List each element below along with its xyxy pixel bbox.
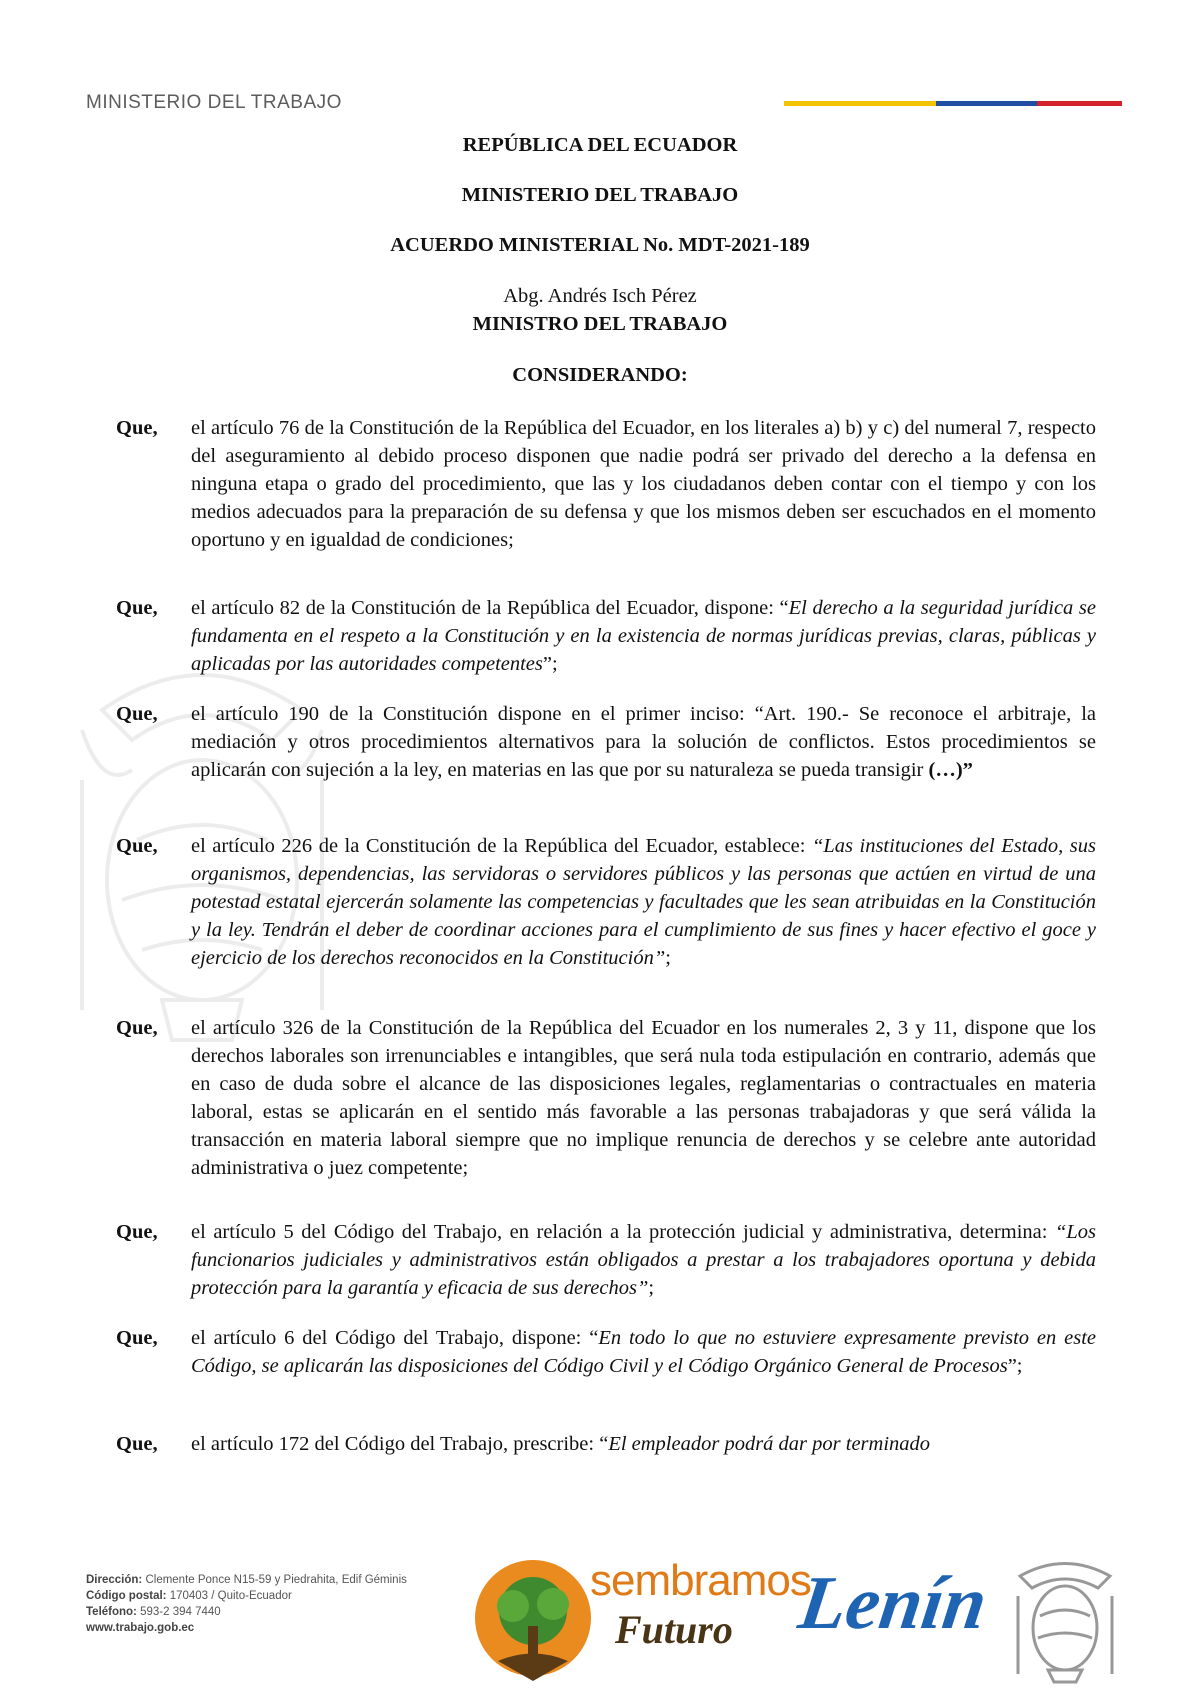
clause-quote: En todo lo que no estuviere expresamente previsto en este Código, se aplicarán las disposiciones del Código Civil y el Código Orgánico General de Procesos — [191, 1327, 1096, 1377]
clause-quote: El empleador podrá dar por terminado — [608, 1433, 931, 1455]
clause-art-326 — [116, 1014, 1096, 1182]
ministry-title: MINISTERIO DEL TRABAJO — [461, 184, 739, 206]
clause-codigo-art-5 — [116, 1218, 1096, 1302]
que-label: Que, — [116, 835, 158, 857]
signer-title: MINISTRO DEL TRABAJO — [472, 313, 728, 335]
clause-art-76 — [116, 414, 1096, 554]
tree-logo-icon — [468, 1556, 598, 1686]
flag-color-bar — [784, 101, 1122, 106]
clause-art-190 — [116, 700, 1096, 784]
clause-text: el artículo 190 de la Constitución dispone en el primer inciso: “Art. 190.- Se reconoce el arbitraje, la mediación y otros procedimientos alternativos para la solución de conflictos. Estos procedimientos se aplicarán con sujeción a la ley, en materias en las que por su naturaleza se pueda transigir (…)” — [191, 703, 1096, 781]
que-label: Que, — [116, 417, 158, 439]
clause-quote: El derecho a la seguridad jurídica se fundamenta en el respeto a la Constitución y en la existencia de normas jurídicas previas, claras, públicas y aplicadas por las autoridades competentes — [191, 597, 1096, 675]
clause-text: el artículo 5 del Código del Trabajo, en relación a la protección judicial y administrativa, determina: “Los funcionarios judiciales y administrativos están obligados a prestar a los trabajadores oportuna y debida protección para la garantía y eficacia de sus derechos”; — [191, 1221, 1096, 1299]
footer-contact — [86, 1572, 407, 1636]
clause-codigo-art-6 — [116, 1324, 1096, 1380]
republic-title: REPÚBLICA DEL ECUADOR — [462, 134, 738, 156]
clause-bold-tail: (…)” — [928, 759, 973, 781]
considering-heading: CONSIDERANDO: — [512, 364, 688, 386]
clause-codigo-art-172 — [116, 1430, 1096, 1458]
clause-art-226 — [116, 832, 1096, 972]
coat-of-arms-icon — [1010, 1556, 1120, 1684]
lenin-logo: Lenín — [794, 1561, 992, 1645]
clause-text: el artículo 6 del Código del Trabajo, dispone: “En todo lo que no estuviere expresamente previsto en este Código, se aplicarán las disposiciones del Código Civil y el Código Orgánico General de Procesos”; — [191, 1327, 1096, 1377]
clause-quote: “Las instituciones del Estado, sus organismos, dependencias, las servidoras o servidores públicos y las personas que actúen en virtud de una potestad estatal ejercerán solamente las competencias y facultades que les sean atribuidas en la Constitución y la ley. Tendrán el deber de coordinar acciones para el cumplimiento de sus fines y hacer efectivo el goce y ejercicio de los derechos reconocidos en la Constitución” — [191, 835, 1097, 969]
clause-text: el artículo 82 de la Constitución de la República del Ecuador, dispone: “El derecho a la seguridad jurídica se fundamenta en el respeto a la Constitución y en la existencia de normas jurídicas previas, claras, públicas y aplicadas por las autoridades competentes”; — [191, 597, 1096, 675]
que-label: Que, — [116, 1327, 158, 1349]
clause-text: el artículo 226 de la Constitución de la República del Ecuador, establece: “Las instituciones del Estado, sus organismos, dependencias, las servidoras o servidores públicos y las personas que actúen en virtud de una potestad estatal ejercerán solamente las competencias y facultades que les sean atribuidas en la Constitución y la ley. Tendrán el deber de coordinar acciones para el cumplimiento de sus fines y hacer efectivo el goce y ejercicio de los derechos reconocidos en la Constitución”; — [191, 835, 1097, 969]
flag-yellow-segment — [784, 101, 936, 106]
clause-art-82 — [116, 594, 1096, 678]
que-label: Que, — [116, 597, 158, 619]
footer-phone: Teléfono: 593-2 394 7440 — [86, 1606, 221, 1618]
clause-text: el artículo 76 de la Constitución de la República del Ecuador, en los literales a) b) y c) del numeral 7, respecto del aseguramiento al debido proceso disponen que nadie podrá ser privado del derecho a la defensa en ninguna etapa o grado del procedimiento, que las y los ciudadanos deben contar con el tiempo y con los medios adecuados para la preparación de su defensa y que los mismos deben ser escuchados en el momento oportuno y en igualdad de condiciones; — [191, 417, 1096, 551]
agreement-number: ACUERDO MINISTERIAL No. MDT-2021-189 — [390, 234, 810, 256]
sembramos-logo: sembramos — [590, 1556, 811, 1605]
que-label: Que, — [116, 1221, 158, 1243]
que-label: Que, — [116, 703, 158, 725]
footer-address: Dirección: Clemente Ponce N15-59 y Piedrahita, Edif Géminis — [86, 1574, 407, 1586]
clause-text: el artículo 172 del Código del Trabajo, prescribe: “El empleador podrá dar por terminado — [191, 1433, 931, 1455]
signer-name: Abg. Andrés Isch Pérez — [503, 285, 697, 307]
flag-red-segment — [1037, 101, 1122, 106]
que-label: Que, — [116, 1433, 158, 1455]
flag-blue-segment — [936, 101, 1037, 106]
clause-text: el artículo 326 de la Constitución de la República del Ecuador en los numerales 2, 3 y 11, dispone que los derechos laborales son irrenunciables e intangibles, que será nula toda estipulación en contrario, además que en caso de duda sobre el alcance de las disposiciones legales, reglamentarias o contractuales en materia laboral, estas se aplicarán en el sentido más favorable a las personas trabajadoras y que será válida la transacción en materia laboral siempre que no implique renuncia de derechos y se celebre ante autoridad administrativa o juez competente; — [191, 1017, 1096, 1179]
footer-postal: Código postal: 170403 / Quito-Ecuador — [86, 1590, 292, 1602]
que-label: Que, — [116, 1017, 158, 1039]
futuro-logo: Futuro — [615, 1607, 733, 1652]
clause-quote: “Los funcionarios judiciales y administrativos están obligados a prestar a los trabajadores oportuna y debida protección para la garantía y eficacia de sus derechos” — [191, 1221, 1096, 1299]
ministry-brand-logo: MINISTERIO DEL TRABAJO — [86, 92, 342, 113]
footer-website: www.trabajo.gob.ec — [86, 1622, 195, 1634]
